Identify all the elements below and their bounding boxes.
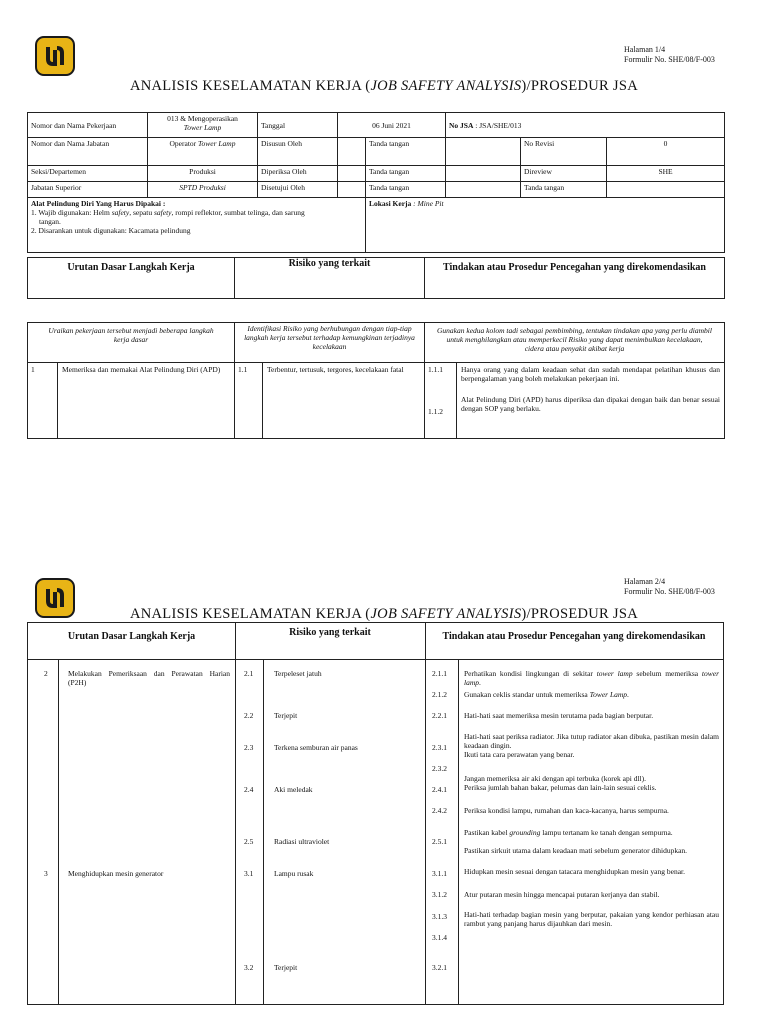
action-text: Ikuti tata cara perawatan yang benar.	[464, 750, 575, 759]
approved-by-label: Disetujui Oleh	[258, 182, 338, 198]
risks-column-header: Risiko yang terkait	[289, 627, 371, 638]
risk-number: 2.4	[244, 785, 254, 794]
action-text: Alat Pelindung Diri (APD) harus diperiksa dan dipakai dengan baik dan benar sesuai dengan SOP yang berlaku.	[461, 395, 720, 413]
page-number-page2	[624, 577, 715, 597]
title-suffix-text: )/PROSEDUR JSA	[521, 606, 639, 622]
ppe-recommended: 2. Disarankan untuk digunakan: Kacamata pelindung	[31, 226, 191, 235]
risk-number: 3.2	[244, 963, 254, 972]
date-value: 06 Juni 2021	[338, 113, 446, 138]
step-number: 1	[28, 363, 58, 438]
risks-column-header: Risiko yang terkait	[235, 258, 425, 299]
risk-text: Terjepit	[274, 711, 298, 720]
steps-column-header: Urutan Dasar Langkah Kerja	[28, 258, 235, 299]
approved-by-value	[338, 182, 366, 198]
action-number: 2.4.1	[432, 785, 447, 794]
prepared-sign-value	[446, 138, 521, 166]
job-info-table	[27, 112, 725, 253]
prepared-by-label: Disusun Oleh	[258, 138, 338, 166]
title-text: ANALISIS KESELAMATAN KERJA (	[129, 606, 371, 622]
prepared-sign-label: Tanda tangan	[366, 138, 446, 166]
action-text: Hati-hati saat memeriksa mesin terutama pada bagian berputar.	[464, 711, 654, 720]
work-location: Lokasi Kerja : Mine Pit	[366, 198, 725, 253]
jsa-number: No JSA : JSA/SHE/013	[446, 113, 725, 138]
section-label: Seksi/Departemen	[28, 166, 148, 182]
risk-text: Aki meledak	[274, 785, 313, 794]
risk-text: Terjepit	[274, 963, 298, 972]
action-text: Pastikan sirkuit utama dalam keadaan mati sebelum generator dihidupkan.	[464, 846, 688, 855]
action-number: 2.5.1	[432, 837, 447, 846]
action-text: Perhatikan kondisi lingkungan di sekitar tower lamp sebelum memeriksa tower lamp.	[464, 669, 719, 687]
revision-value: 0	[607, 138, 725, 166]
actions-guide-text: Gunakan kedua kolom tadi sebagai pembimbing, tentukan tindakan apa yang perlu diambil untuk menghilangkan atau memperkecil Risiko yang dapat menimbulkan kecelakaan, cidera atau penyakit akibat kerja	[425, 323, 725, 363]
risk-number: 2.3	[244, 743, 254, 752]
checked-by-value	[338, 166, 366, 182]
page1-column-header-table	[27, 257, 725, 299]
reviewed-label: Direview	[521, 166, 607, 182]
approved-sign-label: Tanda tangan	[366, 182, 446, 198]
approved-sign-value-2	[607, 182, 725, 198]
action-text: Jangan memeriksa air aki dengan api terbuka (korek api dll).	[464, 774, 647, 783]
action-1-cell	[425, 363, 725, 439]
action-text: Pastikan kabel grounding lampu tertanam ke tanah dengan sempurna.	[464, 828, 673, 837]
action-number: 1.1.2	[428, 407, 443, 416]
checked-sign-label: Tanda tangan	[366, 166, 446, 182]
actions-column-header: Tindakan atau Prosedur Pencegahan yang direkomendasikan	[442, 631, 706, 642]
steps-column-header: Urutan Dasar Langkah Kerja	[67, 631, 196, 642]
form-number-text: Formulir No. SHE/08/F-003	[624, 55, 715, 64]
action-text: Hanya orang yang dalam keadaan sehat dan sudah mendapat pelatihan khusus dan berpengalaman yang boleh melakukan pekerjaan ini.	[461, 365, 720, 383]
document-title-page2	[0, 606, 768, 623]
document-title	[0, 78, 768, 95]
page1-steps-table	[27, 322, 725, 439]
risk-text: Terkena semburan air panas	[274, 743, 358, 752]
ppe-title: Alat Pelindung Diri Yang Harus Dipakai :	[31, 199, 166, 208]
action-text: Atur putaran mesin hingga mencapai putaran kerjanya dan stabil.	[464, 890, 660, 899]
job-name-value: 013 & Mengoperasikan Tower Lamp	[148, 113, 258, 138]
ppe-section	[28, 198, 366, 253]
checked-by-label: Diperiksa Oleh	[258, 166, 338, 182]
step-text: Menghidupkan mesin generator	[68, 869, 164, 878]
reviewed-value: SHE	[607, 166, 725, 182]
action-text: Hati-hati terhadap bagian mesin yang berputar, pakaian yang kendor perhiasan atau rambut yang panjang harus dijauhkan dari mesin.	[464, 910, 719, 928]
action-number: 2.1.1	[432, 669, 447, 678]
risks-guide-text: Identifikasi Risiko yang berhubungan dengan tiap-tiap langkah kerja tersebut terhadap kemungkinan terjadinya kecelakaan	[235, 323, 425, 363]
step-1-cell	[28, 363, 235, 439]
step-number: 3	[44, 869, 48, 878]
action-number: 2.1.2	[432, 690, 447, 699]
title-italic-text: JOB SAFETY ANALYSIS	[370, 606, 522, 622]
page2-steps-table	[27, 622, 724, 1005]
action-text: Periksa jumlah bahan bakar, pelumas dan lain-lain sesuai ceklis.	[464, 783, 657, 792]
steps-guide-text: Uraikan pekerjaan tersebut menjadi beberapa langkah kerja dasar	[28, 323, 235, 363]
position-label: Nomor dan Nama Jabatan	[28, 138, 148, 166]
risk-number: 3.1	[244, 869, 254, 878]
page-number-text: Halaman 1/4	[624, 45, 666, 54]
revision-label: No Revisi	[521, 138, 607, 166]
action-number: 2.2.1	[432, 711, 447, 720]
ppe-required-cont: tangan.	[39, 217, 61, 226]
step-text: Memeriksa dan memakai Alat Pelindung Diri (APD)	[62, 365, 221, 374]
step-text: Melakukan Pemeriksaan dan Perawatan Harian (P2H)	[68, 669, 230, 687]
logo-mark-icon	[40, 41, 70, 71]
prepared-by-value	[338, 138, 366, 166]
title-italic-text: JOB SAFETY ANALYSIS	[370, 78, 522, 94]
position-value: Operator Tower Lamp	[148, 138, 258, 166]
form-number-text: Formulir No. SHE/08/F-003	[624, 587, 715, 596]
risk-number: 2.1	[244, 669, 254, 678]
superior-label: Jabatan Superior	[28, 182, 148, 198]
action-text: Periksa kondisi lampu, rumahan dan kaca-kacanya, harus sempurna.	[464, 806, 669, 815]
risk-number: 1.1	[235, 363, 263, 438]
action-text: Hati-hati saat periksa radiator. Jika tutup radiator akan dibuka, pastikan mesin dalam keadaan dingin.	[464, 732, 719, 750]
section-value: Produksi	[148, 166, 258, 182]
company-logo	[35, 36, 75, 76]
superior-value: SPTD Produksi	[148, 182, 258, 198]
date-label: Tanggal	[258, 113, 338, 138]
action-number: 2.3.1	[432, 743, 447, 752]
action-number: 2.3.2	[432, 764, 447, 773]
action-number: 3.1.4	[432, 933, 447, 942]
action-number: 3.1.1	[432, 869, 447, 878]
risk-text: Radiasi ultraviolet	[274, 837, 330, 846]
actions-column-header: Tindakan atau Prosedur Pencegahan yang direkomendasikan	[425, 258, 725, 299]
risk-text: Lampu rusak	[274, 869, 314, 878]
checked-sign-value	[446, 166, 521, 182]
action-number: 3.1.2	[432, 890, 447, 899]
page-number	[624, 45, 715, 65]
risk-text: Terpeleset jatuh	[274, 669, 322, 678]
action-number: 1.1.1	[428, 365, 443, 374]
approved-sign-label-2: Tanda tangan	[521, 182, 607, 198]
title-suffix-text: )/PROSEDUR JSA	[521, 78, 639, 94]
step-number: 2	[44, 669, 48, 678]
table-row	[28, 363, 725, 439]
risk-number: 2.2	[244, 711, 254, 720]
risk-1-cell	[235, 363, 425, 439]
risk-number: 2.5	[244, 837, 254, 846]
action-text: Hidupkan mesin sesuai dengan tatacara menghidupkan mesin yang benar.	[464, 867, 685, 876]
action-number: 2.4.2	[432, 806, 447, 815]
ppe-required: 1. Wajib digunakan: Helm safety, sepatu safety, rompi reflektor, sumbat telinga, dan sarung	[31, 208, 305, 217]
approved-sign-value	[446, 182, 521, 198]
risk-text: Terbentur, tertusuk, tergores, kecelakaan fatal	[267, 365, 404, 374]
action-number: 3.2.1	[432, 963, 447, 972]
page-number-text: Halaman 2/4	[624, 577, 666, 586]
action-number: 3.1.3	[432, 912, 447, 921]
job-name-label: Nomor dan Nama Pekerjaan	[28, 113, 148, 138]
title-text: ANALISIS KESELAMATAN KERJA (	[129, 78, 371, 94]
action-text: Gunakan ceklis standar untuk memeriksa Tower Lamp.	[464, 690, 629, 699]
